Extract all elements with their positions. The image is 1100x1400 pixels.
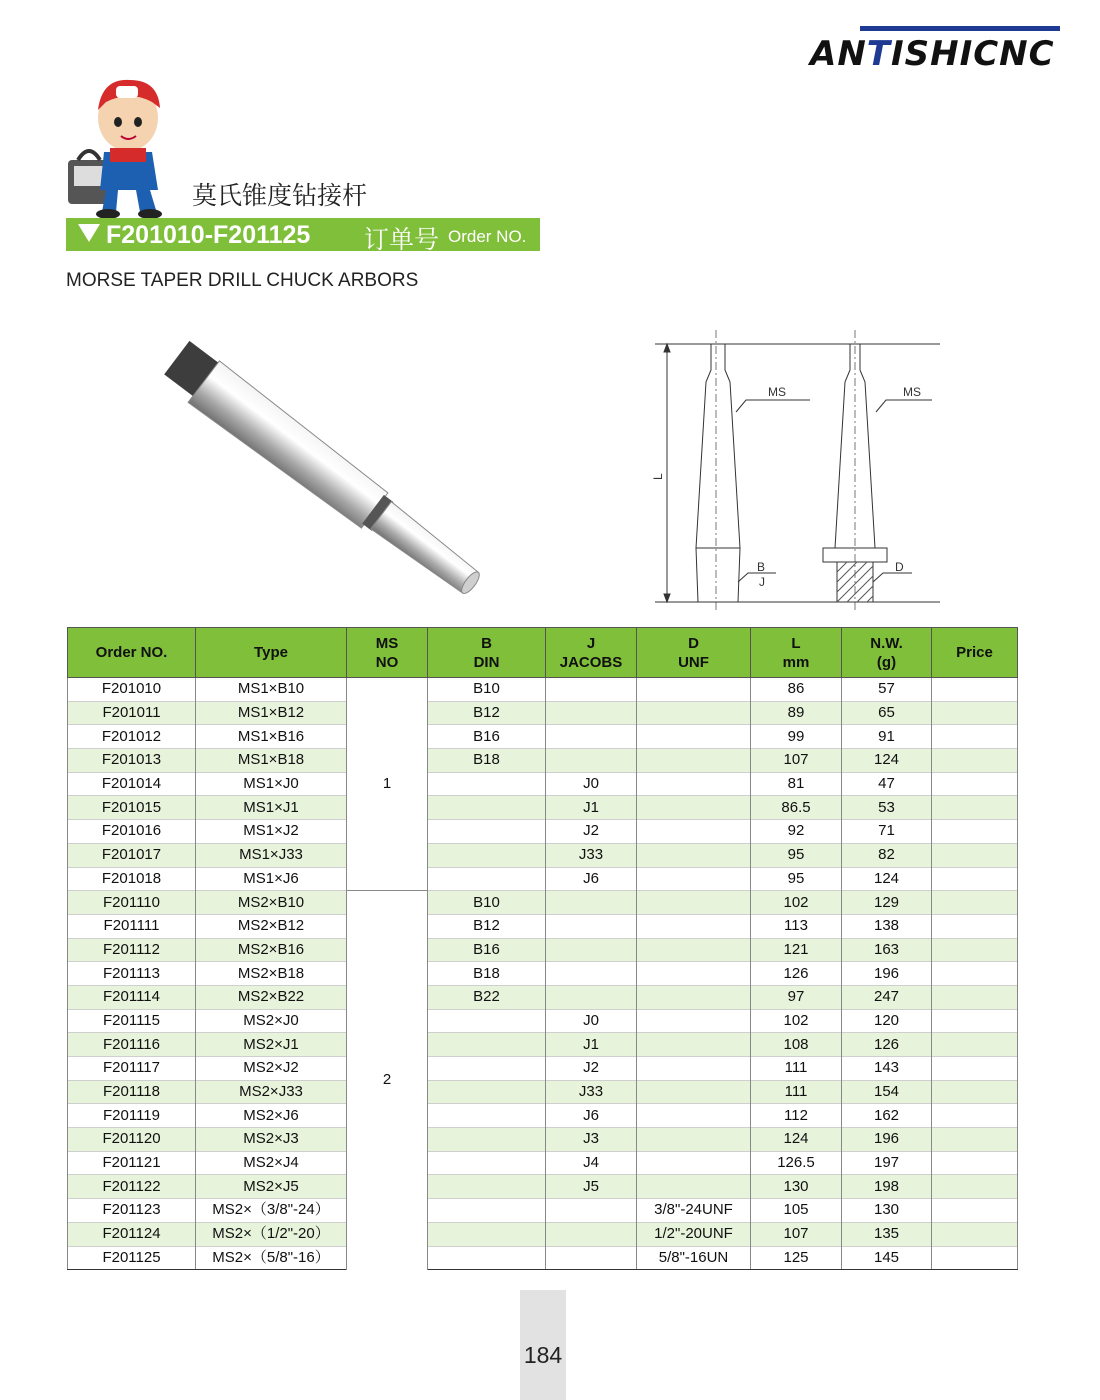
cell-j-jacobs: J2 [546, 820, 637, 844]
col-header-nw: N.W. (g) [842, 628, 932, 678]
cell-d-unf [637, 1033, 751, 1057]
cell-order-no: F201117 [68, 1057, 196, 1081]
cell-length: 102 [751, 891, 842, 915]
triangle-down-icon [78, 224, 100, 242]
cell-order-no: F201018 [68, 867, 196, 891]
cell-price [932, 772, 1018, 796]
cell-price [932, 678, 1018, 702]
cell-type: MS2×B16 [196, 938, 347, 962]
cell-ms-no: 2 [347, 891, 428, 1270]
cell-type: MS2×J1 [196, 1033, 347, 1057]
cell-length: 86 [751, 678, 842, 702]
cell-order-no: F201120 [68, 1128, 196, 1152]
cell-d-unf [637, 701, 751, 725]
cell-weight: 53 [842, 796, 932, 820]
cell-length: 99 [751, 725, 842, 749]
table-row [68, 1246, 1018, 1270]
cell-order-no: F201116 [68, 1033, 196, 1057]
cell-d-unf: 5/8"-16UN [637, 1246, 751, 1270]
cell-d-unf [637, 891, 751, 915]
table-row [68, 1175, 1018, 1199]
cell-length: 111 [751, 1080, 842, 1104]
cell-b-din [428, 796, 546, 820]
cell-length: 97 [751, 985, 842, 1009]
cell-weight: 126 [842, 1033, 932, 1057]
cell-price [932, 1175, 1018, 1199]
label-L: L [651, 473, 665, 480]
cell-d-unf [637, 985, 751, 1009]
cell-weight: 82 [842, 843, 932, 867]
cell-order-no: F201014 [68, 772, 196, 796]
col-header-d: D UNF [637, 628, 751, 678]
cell-j-jacobs [546, 914, 637, 938]
cell-price [932, 820, 1018, 844]
order-range: F201010-F201125 [106, 221, 311, 249]
cell-length: 81 [751, 772, 842, 796]
cell-type: MS1×J0 [196, 772, 347, 796]
cell-b-din: B10 [428, 678, 546, 702]
cell-order-no: F201111 [68, 914, 196, 938]
cell-length: 125 [751, 1246, 842, 1270]
cell-length: 111 [751, 1057, 842, 1081]
cell-price [932, 938, 1018, 962]
cell-b-din: B12 [428, 914, 546, 938]
cell-b-din [428, 1175, 546, 1199]
cell-j-jacobs: J6 [546, 867, 637, 891]
table-row [68, 772, 1018, 796]
cell-order-no: F201124 [68, 1222, 196, 1246]
cell-type: MS2×J0 [196, 1009, 347, 1033]
cell-price [932, 1080, 1018, 1104]
label-ms-right: MS [903, 385, 921, 399]
cell-order-no: F201010 [68, 678, 196, 702]
cell-j-jacobs [546, 725, 637, 749]
cell-price [932, 1104, 1018, 1128]
cell-weight: 71 [842, 820, 932, 844]
cell-price [932, 962, 1018, 986]
cell-length: 102 [751, 1009, 842, 1033]
cell-j-jacobs [546, 1199, 637, 1223]
cell-price [932, 701, 1018, 725]
cell-type: MS2×J6 [196, 1104, 347, 1128]
col-header-type: Type [196, 628, 347, 678]
cell-order-no: F201125 [68, 1246, 196, 1270]
cell-order-no: F201121 [68, 1151, 196, 1175]
cell-price [932, 796, 1018, 820]
table-row [68, 749, 1018, 773]
cell-weight: 135 [842, 1222, 932, 1246]
cell-order-no: F201115 [68, 1009, 196, 1033]
cell-type: MS1×J1 [196, 796, 347, 820]
cell-price [932, 1009, 1018, 1033]
cell-type: MS2×（1/2"-20） [196, 1222, 347, 1246]
cell-b-din [428, 1222, 546, 1246]
cell-price [932, 1033, 1018, 1057]
cell-type: MS2×（3/8"-24） [196, 1199, 347, 1223]
table-row [68, 962, 1018, 986]
cell-b-din [428, 867, 546, 891]
cell-length: 108 [751, 1033, 842, 1057]
cell-length: 126 [751, 962, 842, 986]
cell-type: MS2×J33 [196, 1080, 347, 1104]
cell-d-unf [637, 749, 751, 773]
cell-b-din [428, 1199, 546, 1223]
cell-weight: 57 [842, 678, 932, 702]
cell-j-jacobs: J1 [546, 796, 637, 820]
brand-logo [810, 22, 1060, 72]
cell-price [932, 1199, 1018, 1223]
spec-table [67, 627, 1018, 1270]
cell-price [932, 749, 1018, 773]
cell-order-no: F201114 [68, 985, 196, 1009]
cell-d-unf [637, 678, 751, 702]
cell-weight: 196 [842, 1128, 932, 1152]
cell-order-no: F201012 [68, 725, 196, 749]
cell-type: MS1×B18 [196, 749, 347, 773]
cell-d-unf [637, 796, 751, 820]
cell-j-jacobs [546, 1246, 637, 1270]
cell-d-unf [637, 820, 751, 844]
cell-order-no: F201122 [68, 1175, 196, 1199]
cell-b-din [428, 772, 546, 796]
brand-bar [860, 26, 1060, 31]
cell-price [932, 985, 1018, 1009]
cell-b-din [428, 1033, 546, 1057]
cell-d-unf [637, 1175, 751, 1199]
table-header-row [68, 628, 1018, 678]
col-header-order: Order NO. [68, 628, 196, 678]
subtitle: MORSE TAPER DRILL CHUCK ARBORS [66, 270, 419, 291]
cell-j-jacobs [546, 678, 637, 702]
cell-j-jacobs [546, 749, 637, 773]
cell-order-no: F201013 [68, 749, 196, 773]
cell-d-unf [637, 1104, 751, 1128]
label-ms-left: MS [768, 385, 786, 399]
cell-order-no: F201015 [68, 796, 196, 820]
cell-d-unf [637, 1151, 751, 1175]
cell-b-din: B22 [428, 985, 546, 1009]
cell-b-din [428, 1128, 546, 1152]
cell-price [932, 1057, 1018, 1081]
arbor-outline-left [696, 344, 740, 602]
cell-b-din [428, 843, 546, 867]
label-J: J [759, 575, 765, 589]
table-row [68, 1033, 1018, 1057]
table-row [68, 938, 1018, 962]
cell-j-jacobs: J0 [546, 772, 637, 796]
col-header-b: B DIN [428, 628, 546, 678]
order-label-en: Order NO. [448, 227, 527, 246]
cell-b-din [428, 1246, 546, 1270]
cell-type: MS2×J4 [196, 1151, 347, 1175]
technical-drawing [640, 330, 950, 610]
cell-d-unf [637, 1057, 751, 1081]
cell-weight: 162 [842, 1104, 932, 1128]
cell-length: 92 [751, 820, 842, 844]
cell-j-jacobs: J6 [546, 1104, 637, 1128]
cell-price [932, 891, 1018, 915]
cell-order-no: F201016 [68, 820, 196, 844]
table-row [68, 843, 1018, 867]
cell-price [932, 843, 1018, 867]
order-label-cn: 订单号 [364, 225, 440, 251]
cell-j-jacobs [546, 701, 637, 725]
cell-d-unf [637, 962, 751, 986]
cell-weight: 163 [842, 938, 932, 962]
cell-j-jacobs: J1 [546, 1033, 637, 1057]
cell-b-din: B18 [428, 749, 546, 773]
table-row [68, 1104, 1018, 1128]
cell-order-no: F201123 [68, 1199, 196, 1223]
cell-type: MS1×J6 [196, 867, 347, 891]
table-row [68, 891, 1018, 915]
cell-type: MS2×B10 [196, 891, 347, 915]
cell-weight: 124 [842, 867, 932, 891]
cell-d-unf [637, 914, 751, 938]
cell-order-no: F201113 [68, 962, 196, 986]
arbor-morse-taper [188, 361, 390, 531]
cell-type: MS1×J33 [196, 843, 347, 867]
table-row [68, 1222, 1018, 1246]
cell-d-unf [637, 1009, 751, 1033]
cell-d-unf: 3/8"-24UNF [637, 1199, 751, 1223]
cell-weight: 197 [842, 1151, 932, 1175]
cell-d-unf [637, 772, 751, 796]
table-row [68, 820, 1018, 844]
table-row [68, 1009, 1018, 1033]
cell-d-unf [637, 867, 751, 891]
table-row [68, 914, 1018, 938]
cell-j-jacobs [546, 962, 637, 986]
cell-j-jacobs: J0 [546, 1009, 637, 1033]
page-footer [520, 1290, 566, 1400]
cell-type: MS2×J5 [196, 1175, 347, 1199]
cell-type: MS2×B22 [196, 985, 347, 1009]
title-chinese: 莫氏锥度钻接杆 [192, 181, 368, 210]
table-row [68, 1057, 1018, 1081]
cell-j-jacobs [546, 985, 637, 1009]
page-number: 184 [523, 1342, 563, 1368]
cell-type: MS2×（5/8"-16） [196, 1246, 347, 1270]
cell-weight: 91 [842, 725, 932, 749]
cell-price [932, 1151, 1018, 1175]
table-row [68, 1199, 1018, 1223]
cell-j-jacobs: J4 [546, 1151, 637, 1175]
col-header-j: J JACOBS [546, 628, 637, 678]
cell-length: 124 [751, 1128, 842, 1152]
cell-length: 121 [751, 938, 842, 962]
cell-length: 113 [751, 914, 842, 938]
cell-weight: 47 [842, 772, 932, 796]
col-header-ms: MS NO [347, 628, 428, 678]
cell-order-no: F201110 [68, 891, 196, 915]
cell-weight: 129 [842, 891, 932, 915]
table-row [68, 701, 1018, 725]
cell-d-unf: 1/2"-20UNF [637, 1222, 751, 1246]
cell-weight: 154 [842, 1080, 932, 1104]
cell-b-din: B10 [428, 891, 546, 915]
arbor-chuck-taper [371, 502, 481, 597]
label-D: D [895, 560, 904, 574]
cell-order-no: F201011 [68, 701, 196, 725]
product-photo [145, 320, 485, 600]
cell-length: 95 [751, 867, 842, 891]
cell-j-jacobs [546, 891, 637, 915]
table-row [68, 985, 1018, 1009]
cell-type: MS2×B12 [196, 914, 347, 938]
mascot-illustration [66, 72, 176, 220]
cell-b-din [428, 1080, 546, 1104]
cell-d-unf [637, 938, 751, 962]
cell-length: 112 [751, 1104, 842, 1128]
cell-weight: 198 [842, 1175, 932, 1199]
cell-type: MS1×B10 [196, 678, 347, 702]
col-header-l: L mm [751, 628, 842, 678]
cell-length: 89 [751, 701, 842, 725]
cell-type: MS2×J2 [196, 1057, 347, 1081]
cell-b-din [428, 1057, 546, 1081]
cell-length: 107 [751, 749, 842, 773]
cell-j-jacobs: J33 [546, 1080, 637, 1104]
cell-order-no: F201112 [68, 938, 196, 962]
cell-b-din [428, 1104, 546, 1128]
table-row [68, 678, 1018, 702]
cell-d-unf [637, 1128, 751, 1152]
table-row [68, 1151, 1018, 1175]
cell-d-unf [637, 1080, 751, 1104]
cell-price [932, 867, 1018, 891]
cell-j-jacobs: J5 [546, 1175, 637, 1199]
label-B: B [757, 560, 766, 574]
table-row [68, 725, 1018, 749]
cell-d-unf [637, 725, 751, 749]
cell-order-no: F201118 [68, 1080, 196, 1104]
cell-weight: 196 [842, 962, 932, 986]
cell-b-din: B16 [428, 725, 546, 749]
cell-price [932, 1128, 1018, 1152]
order-number-banner [66, 218, 540, 251]
cell-price [932, 914, 1018, 938]
cell-b-din: B12 [428, 701, 546, 725]
cell-weight: 65 [842, 701, 932, 725]
cell-j-jacobs [546, 1222, 637, 1246]
cell-ms-no: 1 [347, 678, 428, 891]
cell-weight: 124 [842, 749, 932, 773]
cell-type: MS2×J3 [196, 1128, 347, 1152]
cell-b-din [428, 1151, 546, 1175]
cell-j-jacobs [546, 938, 637, 962]
cell-j-jacobs: J2 [546, 1057, 637, 1081]
table-row [68, 1128, 1018, 1152]
cell-b-din [428, 820, 546, 844]
brand-name: ANTISHICNC [810, 34, 1055, 74]
cell-order-no: F201017 [68, 843, 196, 867]
cell-b-din: B16 [428, 938, 546, 962]
cell-j-jacobs: J3 [546, 1128, 637, 1152]
cell-length: 126.5 [751, 1151, 842, 1175]
cell-type: MS2×B18 [196, 962, 347, 986]
cell-length: 105 [751, 1199, 842, 1223]
cell-weight: 145 [842, 1246, 932, 1270]
col-header-price: Price [932, 628, 1018, 678]
cell-j-jacobs: J33 [546, 843, 637, 867]
cell-length: 95 [751, 843, 842, 867]
cell-weight: 130 [842, 1199, 932, 1223]
cell-d-unf [637, 843, 751, 867]
cell-length: 86.5 [751, 796, 842, 820]
cell-weight: 247 [842, 985, 932, 1009]
table-row [68, 796, 1018, 820]
cell-weight: 120 [842, 1009, 932, 1033]
cell-b-din: B18 [428, 962, 546, 986]
cell-length: 107 [751, 1222, 842, 1246]
cell-type: MS1×J2 [196, 820, 347, 844]
cell-price [932, 1246, 1018, 1270]
cell-type: MS1×B16 [196, 725, 347, 749]
cell-b-din [428, 1009, 546, 1033]
cell-price [932, 1222, 1018, 1246]
cell-weight: 143 [842, 1057, 932, 1081]
cell-length: 130 [751, 1175, 842, 1199]
cell-type: MS1×B12 [196, 701, 347, 725]
cell-order-no: F201119 [68, 1104, 196, 1128]
cell-price [932, 725, 1018, 749]
table-row [68, 867, 1018, 891]
table-row [68, 1080, 1018, 1104]
cell-weight: 138 [842, 914, 932, 938]
